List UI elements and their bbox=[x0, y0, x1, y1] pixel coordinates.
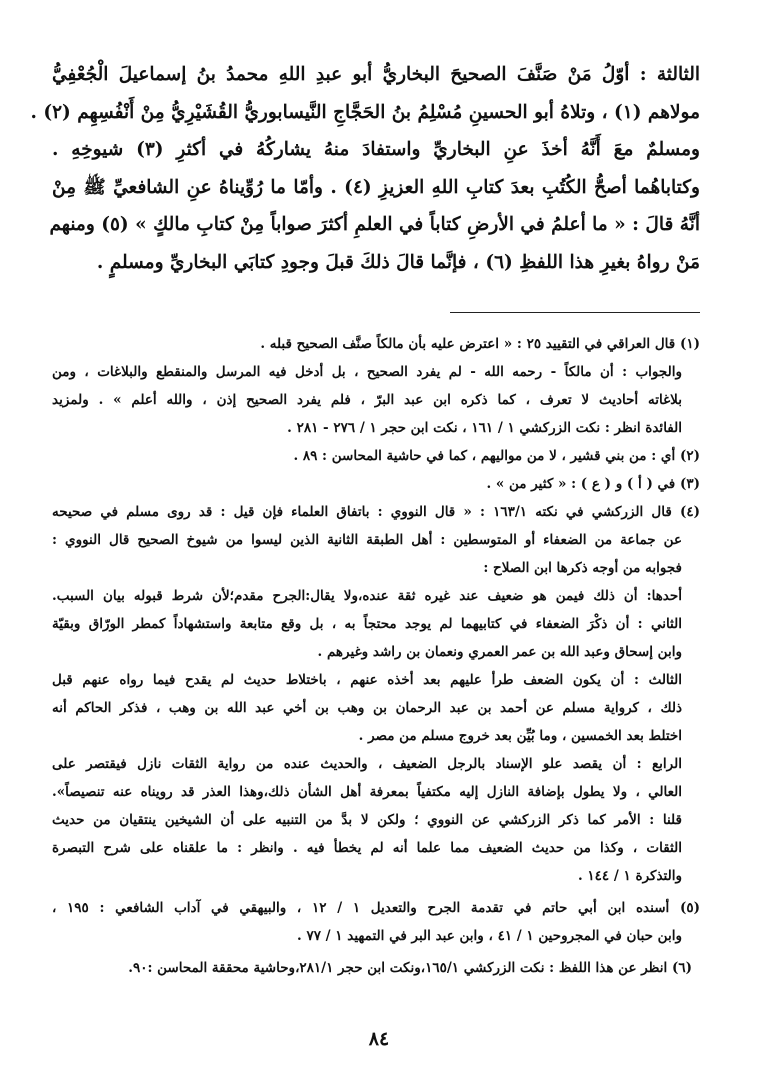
footnote-line: الفائدة انظر : نكت الزركشي ١ / ١٦١ ، نكت ابن حجر ١ / ٢٧٦ - ٢٨١ . bbox=[287, 420, 682, 436]
footnote-line: والتذكرة ١ / ١٤٤ . bbox=[578, 868, 682, 884]
footnote-line: أحدها: أن ذلك فيمن هو ضعيف عند غيره ثقة عنده،ولا يقال:الجرح مقدم؛لأن شرط قبوله بيان السبب. bbox=[52, 588, 682, 604]
footnote-line: الثاني : أن ذكْرَ الضعفاء في كتابيهما لم يوجد محتجاً به ، بل وقع متابعة واستشهاداً كمطر الورّاق وبقيّة bbox=[52, 616, 682, 632]
main-text-line: أنَّهُ قالَ : « ما أعلمُ في الأرضِ كتاباً في العلمِ أكثرَ صواباً مِنْ كتابِ مالكٍ » (٥) ومنهم bbox=[49, 214, 700, 235]
footnote-line: ذلك ، كرواية مسلم عن أحمد بن عبد الرحمان بن وهب بن أخي عبد الله بن وهب ، فذكر الحاكم أنه bbox=[52, 700, 682, 716]
main-text bbox=[30, 56, 700, 281]
main-text-line: الثالثة : أوّلُ مَنْ صَنَّفَ الصحيحَ البخاريُّ أبو عبدِ اللهِ محمدُ بنُ إسماعيلَ الْجُعْفِيُّ bbox=[52, 64, 700, 85]
footnote-line: (١) قال العراقي في التقييد ٢٥ : « اعترض عليه بأن مالكاً صنَّف الصحيح قبله . bbox=[260, 336, 700, 352]
footnote-line: (٢) أي : من بني قشير ، لا من مواليهم ، كما في حاشية المحاسن : ٨٩ . bbox=[293, 448, 700, 464]
footnote-line: عن جماعة من الضعفاء أو المتوسطين : أهل الطبقة الثانية الذين ليسوا من شيوخ الصحيح قال النووي : bbox=[52, 532, 682, 548]
footnote-separator bbox=[450, 312, 700, 313]
main-text-line: وكتاباهُما أصحُّ الكُتُبِ بعدَ كتابِ اللهِ العزيزِ (٤) . وأمّا ما رُوِّيناهُ عنِ الشافعيِّ ﷺ مِنْ bbox=[52, 176, 700, 198]
main-text-line: ومسلمٌ معَ أَنَّهُ أخذَ عنِ البخاريِّ واستفادَ منهُ يشاركُهُ في أكثرِ (٣) شيوخِهِ . bbox=[52, 139, 700, 160]
footnote-line: (٦) انظر عن هذا اللفظ : نكت الزركشي ١٦٥/١،ونكت ابن حجر ٢٨١/١،وحاشية محققة المحاسن :٩٠. bbox=[128, 960, 692, 976]
footnote-line: والجواب : أن مالكاً - رحمه الله - لم يفرد الصحيح ، بل أدخل فيه المرسل والمنقطع والبلاغات ، ومن bbox=[52, 364, 682, 380]
page-number: ٨٤ bbox=[368, 1028, 390, 1050]
footnote-line: الثالث : أن يكون الضعف طرأ عليهم بعد أخذه عنهم ، باختلاط حديث لم يقدح فيما رواه عنهم قبل bbox=[52, 672, 682, 688]
footnote-line: (٣) في ( أ ) و ( ع ) : « كثير من » . bbox=[486, 476, 700, 492]
footnote-line: (٤) قال الزركشي في نكته ١٦٣/١ : « قال النووي : باتفاق العلماء فإن قيل : قد روى مسلم في صحيحه bbox=[52, 504, 700, 520]
footnote-line: (٥) أسنده ابن أبي حاتم في تقدمة الجرح والتعديل ١ / ١٢ ، والبيهقي في آداب الشافعي : ١٩٥ ، bbox=[52, 900, 700, 916]
main-text-line: مَنْ رواهُ بغيرِ هذا اللفظِ (٦) ، فإنَّما قالَ ذلكَ قبلَ وجودِ كتابَي البخاريِّ ومسلمٍ . bbox=[96, 251, 700, 273]
main-text-line: مولاهم (١) ، وتلاهُ أبو الحسينِ مُسْلِمُ بنُ الحَجَّاجِ النَّيسابوريُّ القُشَيْرِيُّ مِنْ أَنْفُسِهِم (٢) . bbox=[30, 101, 700, 123]
footnote-line: وابن حبان في المجروحين ١ / ٤١ ، وابن عبد البر في التمهيد ١ / ٧٧ . bbox=[297, 928, 682, 944]
footnote-line: الرابع : أن يقصد علو الإسناد بالرجل الضعيف ، والحديث عنده من رواية الثقات نازل فيقتصر على bbox=[52, 756, 682, 772]
footnote-line: بلاغاته أحاديث لا تعرف ، كما ذكره ابن عبد البرّ ، فلم يفرد الصحيح إذن ، والله أعلم » . ولمزيد bbox=[52, 392, 682, 408]
footnote-line: العالي ، ولا يطول بإضافة النازل إليه مكتفياً بمعرفة أهل الشأن ذلك،وهذا العذر قد رويناه عنه تنصيصاً». bbox=[52, 784, 682, 800]
footnote-line: فجوابه من أوجه ذكرها ابن الصلاح : bbox=[483, 560, 682, 576]
footnote-line: وابن إسحاق وعبد الله بن عمر العمري ونعمان بن راشد وغيرهم . bbox=[317, 644, 682, 660]
footnote-line: اختلط بعد الخمسين ، وما بُيِّن بعد خروج مسلم من مصر . bbox=[358, 728, 682, 744]
footnote-line: الثقات ، وكذا من حديث الضعيف مما علما أنه لم يخطأ فيه . وانظر : ما علقناه على شرح التبصرة bbox=[52, 840, 682, 856]
footnotes bbox=[52, 330, 700, 982]
footnote-line: قلنا : الأمر كما ذكر الزركشي عن النووي ؛ ولكن لا بدَّ من التنبيه على أن الشيخين ينتقيان من حديث bbox=[52, 812, 682, 828]
